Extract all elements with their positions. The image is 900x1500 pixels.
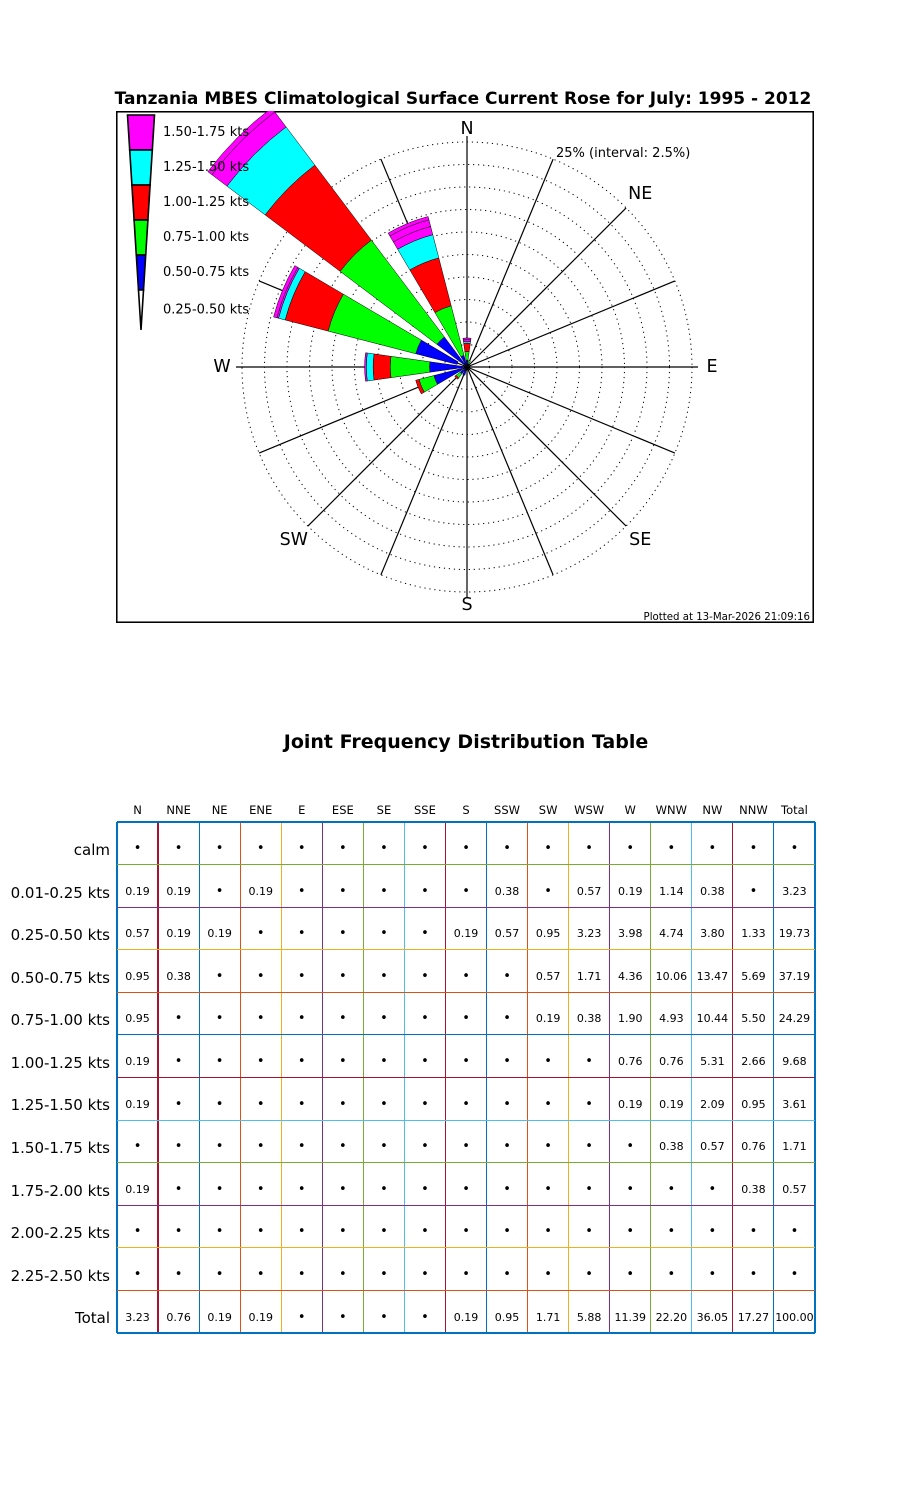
legend-label: 1.00-1.25 kts bbox=[163, 195, 250, 210]
table-cell: • bbox=[708, 1266, 717, 1282]
table-cell: • bbox=[256, 926, 265, 942]
table-cell: 0.19 bbox=[125, 1055, 150, 1068]
table-cell: • bbox=[503, 1139, 511, 1155]
table-cell: • bbox=[380, 1181, 388, 1197]
table-cell: • bbox=[380, 1011, 388, 1027]
table-cell: 5.50 bbox=[741, 1012, 766, 1026]
table-cell: 0.38 bbox=[494, 884, 520, 898]
column-header-SE: SE bbox=[376, 803, 392, 817]
table-cell: 0.19 bbox=[166, 884, 191, 898]
ring-scale-label: 25% (interval: 2.5%) bbox=[556, 146, 691, 161]
table-cell: • bbox=[749, 841, 758, 856]
table-cell: • bbox=[339, 1309, 347, 1325]
table-cell: 1.71 bbox=[576, 969, 602, 983]
grid-line-h bbox=[117, 949, 815, 950]
table-cell: • bbox=[380, 883, 388, 899]
table-cell: • bbox=[544, 1266, 552, 1282]
grid-line-h bbox=[117, 1332, 815, 1334]
table-cell: • bbox=[421, 1096, 429, 1112]
column-header-S: S bbox=[462, 803, 470, 817]
table-cell: • bbox=[585, 841, 593, 856]
column-header-W: W bbox=[624, 803, 636, 817]
table-cell: • bbox=[297, 1309, 306, 1325]
row-label: 2.25-2.50 kts bbox=[10, 1266, 110, 1285]
column-header-NNE: NNE bbox=[166, 803, 191, 817]
table-cell: • bbox=[215, 1181, 224, 1197]
column-header-SSW: SSW bbox=[494, 803, 521, 817]
table-cell: • bbox=[585, 1181, 593, 1197]
grid-line-h bbox=[117, 992, 815, 993]
table-cell: • bbox=[380, 841, 388, 856]
table-cell: • bbox=[749, 1266, 758, 1282]
table-cell: • bbox=[585, 1266, 593, 1282]
table-cell: 37.19 bbox=[778, 969, 811, 983]
table-cell: 0.38 bbox=[741, 1182, 766, 1196]
table-cell: • bbox=[380, 1096, 388, 1112]
table-cell: • bbox=[339, 1139, 347, 1155]
table-cell: • bbox=[503, 1096, 511, 1112]
table-cell: • bbox=[667, 841, 676, 856]
table-cell: 0.95 bbox=[494, 1310, 520, 1324]
table-cell: • bbox=[626, 1139, 635, 1155]
table-cell: • bbox=[421, 1309, 429, 1325]
table-cell: • bbox=[585, 1224, 593, 1240]
legend-label: 0.75-1.00 kts bbox=[163, 230, 250, 245]
table-title: Joint Frequency Distribution Table bbox=[283, 731, 649, 753]
row-label: 1.00-1.25 kts bbox=[10, 1053, 110, 1072]
table-cell: • bbox=[339, 883, 347, 899]
table-cell: • bbox=[462, 968, 470, 984]
table-cell: • bbox=[297, 1054, 306, 1069]
column-header-ENE: ENE bbox=[249, 803, 273, 817]
column-header-SSE: SSE bbox=[414, 803, 436, 817]
table-cell: • bbox=[256, 968, 265, 984]
table-cell: • bbox=[339, 1096, 347, 1112]
table-cell: • bbox=[297, 883, 306, 899]
table-cell: • bbox=[256, 1139, 265, 1155]
grid-line-h bbox=[117, 1034, 815, 1035]
table-cell: • bbox=[297, 1139, 306, 1155]
table-cell: • bbox=[790, 841, 799, 856]
table-cell: 0.19 bbox=[125, 1182, 150, 1196]
table-cell: • bbox=[380, 968, 388, 984]
grid-line-h bbox=[117, 821, 815, 823]
table-cell: 0.38 bbox=[700, 884, 725, 898]
table-cell: • bbox=[626, 1181, 635, 1197]
table-cell: • bbox=[544, 1096, 552, 1112]
table-cell: • bbox=[297, 926, 306, 942]
rose-chart-title: Tanzania MBES Climatological Surface Current Rose for July: 1995 - 2012 bbox=[114, 89, 812, 109]
table-cell: • bbox=[708, 1181, 717, 1197]
table-cell: 0.57 bbox=[125, 927, 150, 941]
table-cell: • bbox=[256, 1011, 265, 1027]
table-cell: • bbox=[790, 1224, 799, 1240]
table-cell: • bbox=[339, 968, 347, 984]
grid-line-h bbox=[117, 907, 815, 908]
table-cell: 4.36 bbox=[617, 969, 643, 983]
table-cell: 0.38 bbox=[576, 1012, 602, 1026]
table-cell: • bbox=[544, 1054, 552, 1069]
table-cell: • bbox=[626, 1266, 635, 1282]
table-cell: • bbox=[215, 1011, 224, 1027]
table-cell: • bbox=[585, 1096, 593, 1112]
table-cell: 17.27 bbox=[737, 1310, 770, 1324]
table-cell: • bbox=[503, 1011, 511, 1027]
table-cell: 5.88 bbox=[576, 1310, 602, 1324]
table-cell: 0.19 bbox=[166, 927, 191, 941]
table-cell: • bbox=[297, 841, 306, 856]
table-cell: 36.05 bbox=[696, 1310, 729, 1324]
column-header-NE: NE bbox=[211, 803, 228, 817]
table-cell: 11.39 bbox=[614, 1310, 646, 1324]
table-cell: • bbox=[790, 1266, 799, 1282]
table-cell: • bbox=[667, 1181, 676, 1197]
table-cell: • bbox=[421, 1011, 429, 1027]
row-label: 1.50-1.75 kts bbox=[10, 1139, 110, 1157]
table-cell: 0.19 bbox=[453, 927, 479, 941]
table-cell: • bbox=[503, 841, 511, 856]
table-cell: • bbox=[462, 883, 470, 899]
table-cell: 9.68 bbox=[782, 1055, 807, 1068]
row-label: 1.75-2.00 kts bbox=[10, 1181, 110, 1200]
table-cell: • bbox=[667, 1224, 676, 1240]
table-cell: • bbox=[380, 1054, 388, 1069]
table-cell: 10.06 bbox=[655, 969, 688, 983]
table-cell: 0.19 bbox=[125, 884, 150, 898]
table-cell: • bbox=[708, 841, 717, 856]
table-cell: 0.19 bbox=[207, 927, 232, 941]
table-cell: 0.19 bbox=[659, 1097, 684, 1111]
table-cell: 0.95 bbox=[535, 927, 561, 941]
table-cell: • bbox=[421, 1266, 429, 1282]
table-cell: 24.29 bbox=[778, 1012, 811, 1026]
table-cell: • bbox=[462, 1266, 470, 1282]
table-cell: 0.19 bbox=[453, 1310, 479, 1324]
table-cell: • bbox=[421, 1139, 429, 1155]
row-label: 0.75-1.00 kts bbox=[10, 1011, 110, 1030]
table-cell: • bbox=[339, 1224, 347, 1240]
table-cell: 5.31 bbox=[700, 1055, 725, 1068]
table-cell: 3.23 bbox=[125, 1310, 150, 1324]
table-cell: 0.76 bbox=[659, 1055, 684, 1068]
compass-label-S: S bbox=[461, 595, 473, 615]
table-cell: • bbox=[544, 841, 552, 856]
table-cell: 1.71 bbox=[782, 1140, 807, 1154]
table-cell: • bbox=[133, 1224, 142, 1240]
table-cell: • bbox=[215, 841, 224, 856]
table-cell: • bbox=[503, 1224, 511, 1240]
table-cell: • bbox=[297, 1181, 306, 1197]
table-cell: 0.38 bbox=[659, 1140, 684, 1154]
table-cell: 0.19 bbox=[617, 884, 643, 898]
table-cell: • bbox=[133, 1266, 142, 1282]
table-cell: 2.09 bbox=[700, 1097, 725, 1111]
table-cell: • bbox=[503, 1266, 511, 1282]
table-cell: • bbox=[297, 1266, 306, 1282]
table-cell: 13.47 bbox=[696, 969, 729, 983]
table-cell: • bbox=[421, 841, 429, 856]
table-cell: 19.73 bbox=[778, 927, 811, 941]
column-header-SW: SW bbox=[538, 803, 558, 817]
table-cell: • bbox=[133, 841, 142, 856]
table-cell: 0.19 bbox=[248, 884, 273, 898]
table-cell: • bbox=[174, 841, 183, 856]
table-cell: 0.95 bbox=[125, 1012, 150, 1026]
table-cell: • bbox=[215, 1224, 224, 1240]
table-cell: 100.00 bbox=[775, 1310, 814, 1324]
column-header-NNW: NNW bbox=[739, 803, 768, 817]
row-label: calm bbox=[73, 840, 110, 859]
table-cell: • bbox=[256, 841, 265, 856]
row-label: Total bbox=[74, 1309, 110, 1328]
table-cell: 0.57 bbox=[576, 884, 602, 898]
table-cell: • bbox=[174, 1054, 183, 1069]
table-cell: • bbox=[215, 883, 224, 899]
table-cell: • bbox=[174, 1266, 183, 1282]
table-cell: • bbox=[339, 1266, 347, 1282]
table-cell: • bbox=[215, 1266, 224, 1282]
table-cell: • bbox=[421, 926, 429, 942]
table-cell: 3.98 bbox=[617, 927, 643, 941]
row-label: 0.50-0.75 kts bbox=[10, 968, 110, 987]
table-cell: • bbox=[544, 1139, 552, 1155]
grid-line-h bbox=[117, 1077, 815, 1078]
table-cell: • bbox=[339, 1054, 347, 1069]
column-header-WNW: WNW bbox=[655, 803, 688, 817]
table-cell: • bbox=[585, 1054, 593, 1069]
table-cell: • bbox=[297, 1224, 306, 1240]
table-cell: 0.95 bbox=[741, 1097, 766, 1111]
table-cell: 3.23 bbox=[782, 884, 807, 898]
table-cell: • bbox=[256, 1096, 265, 1112]
compass-label-NE: NE bbox=[628, 183, 653, 204]
row-label: 0.01-0.25 kts bbox=[10, 883, 110, 902]
table-cell: • bbox=[585, 1139, 593, 1155]
table-cell: • bbox=[708, 1224, 717, 1240]
table-cell: • bbox=[174, 1096, 183, 1112]
compass-label-SE: SE bbox=[629, 530, 652, 551]
grid-line-h bbox=[117, 864, 815, 865]
table-cell: 3.61 bbox=[782, 1097, 807, 1111]
table-cell: • bbox=[256, 1266, 265, 1282]
column-header-N: N bbox=[133, 803, 142, 817]
table-cell: 3.23 bbox=[576, 927, 602, 941]
table-cell: • bbox=[380, 1266, 388, 1282]
table-cell: • bbox=[462, 1181, 470, 1197]
column-header-WSW: WSW bbox=[574, 803, 605, 817]
table-cell: • bbox=[503, 1054, 511, 1069]
table-cell: 0.19 bbox=[207, 1310, 232, 1324]
table-cell: 4.93 bbox=[659, 1012, 684, 1026]
table-cell: • bbox=[462, 841, 470, 856]
legend-label: 0.50-0.75 kts bbox=[163, 265, 250, 280]
table-cell: 0.57 bbox=[494, 927, 520, 941]
table-cell: • bbox=[339, 841, 347, 856]
table-cell: • bbox=[380, 926, 388, 942]
table-cell: • bbox=[174, 1139, 183, 1155]
table-cell: 0.76 bbox=[617, 1055, 643, 1068]
table-cell: • bbox=[544, 1181, 552, 1197]
column-header-Total: Total bbox=[781, 803, 808, 817]
compass-label-W: W bbox=[213, 357, 231, 377]
grid-line-h bbox=[117, 1120, 815, 1121]
table-cell: 0.19 bbox=[535, 1012, 561, 1026]
table-cell: • bbox=[174, 1181, 183, 1197]
table-cell: 0.57 bbox=[535, 969, 561, 983]
table-cell: • bbox=[544, 883, 552, 899]
table-cell: • bbox=[421, 883, 429, 899]
plotted-at-text: Plotted at 13-Mar-2026 21:09:16 bbox=[643, 612, 810, 623]
table-cell: • bbox=[339, 1011, 347, 1027]
compass-label-SW: SW bbox=[279, 530, 309, 551]
table-cell: • bbox=[462, 1096, 470, 1112]
table-cell: • bbox=[215, 1139, 224, 1155]
table-cell: • bbox=[626, 1224, 635, 1240]
table-cell: • bbox=[421, 1181, 429, 1197]
table-cell: 0.95 bbox=[125, 969, 150, 983]
table-cell: • bbox=[380, 1309, 388, 1325]
table-cell: • bbox=[667, 1266, 676, 1282]
table-cell: 4.74 bbox=[659, 927, 684, 941]
table-cell: • bbox=[297, 1011, 306, 1027]
row-label: 2.00-2.25 kts bbox=[10, 1224, 110, 1243]
table-cell: • bbox=[256, 1054, 265, 1069]
table-cell: • bbox=[297, 1096, 306, 1112]
table-cell: • bbox=[339, 1181, 347, 1197]
table-cell: • bbox=[503, 1181, 511, 1197]
table-cell: 0.57 bbox=[700, 1140, 725, 1154]
table-cell: • bbox=[626, 841, 635, 856]
table-cell: • bbox=[133, 1139, 142, 1155]
table-cell: 0.19 bbox=[248, 1310, 273, 1324]
table-cell: 0.57 bbox=[782, 1182, 807, 1196]
table-cell: 2.66 bbox=[741, 1055, 766, 1068]
compass-label-E: E bbox=[706, 357, 718, 377]
table-cell: • bbox=[462, 1054, 470, 1069]
table-cell: • bbox=[749, 1224, 758, 1240]
table-cell: • bbox=[380, 1139, 388, 1155]
table-cell: 1.71 bbox=[535, 1310, 561, 1324]
legend-label: 1.25-1.50 kts bbox=[163, 160, 250, 175]
table-cell: • bbox=[503, 968, 511, 984]
table-cell: • bbox=[749, 883, 758, 899]
table-cell: 3.80 bbox=[700, 927, 725, 941]
table-cell: • bbox=[544, 1224, 552, 1240]
grid-line-h bbox=[117, 1290, 815, 1291]
table-cell: 5.69 bbox=[741, 969, 766, 983]
legend-label: 1.50-1.75 kts bbox=[163, 125, 250, 140]
table-cell: • bbox=[215, 1096, 224, 1112]
table-cell: • bbox=[380, 1224, 388, 1240]
table-cell: 1.90 bbox=[617, 1012, 643, 1026]
table-cell: • bbox=[421, 1224, 429, 1240]
legend-label: 0.25-0.50 kts bbox=[163, 302, 250, 318]
table-cell: 0.38 bbox=[166, 969, 191, 983]
table-cell: • bbox=[215, 1054, 224, 1069]
table-cell: 22.20 bbox=[655, 1310, 688, 1324]
table-cell: • bbox=[421, 968, 429, 984]
grid-line-h bbox=[117, 1162, 815, 1163]
column-header-ESE: ESE bbox=[331, 803, 354, 817]
table-cell: • bbox=[421, 1054, 429, 1069]
table-cell: 1.33 bbox=[741, 927, 766, 941]
table-cell: • bbox=[174, 1224, 183, 1240]
table-cell: • bbox=[339, 926, 347, 942]
table-cell: • bbox=[462, 1011, 470, 1027]
table-cell: 10.44 bbox=[696, 1012, 729, 1026]
grid-line-h bbox=[117, 1205, 815, 1206]
table-cell: • bbox=[174, 1011, 183, 1027]
table-cell: • bbox=[215, 968, 224, 984]
compass-label-N: N bbox=[460, 119, 474, 139]
column-header-E: E bbox=[298, 803, 306, 817]
table-cell: • bbox=[297, 968, 306, 984]
table-cell: • bbox=[256, 1181, 265, 1197]
table-cell: 0.76 bbox=[741, 1140, 766, 1154]
column-header-NW: NW bbox=[702, 803, 723, 817]
table-cell: • bbox=[462, 1224, 470, 1240]
table-cell: 0.19 bbox=[125, 1097, 150, 1111]
table-cell: • bbox=[462, 1139, 470, 1155]
table-cell: 0.19 bbox=[617, 1097, 643, 1111]
table-cell: • bbox=[256, 1224, 265, 1240]
grid-line-h bbox=[117, 1247, 815, 1248]
table-cell: 0.76 bbox=[166, 1310, 191, 1324]
table-cell: 1.14 bbox=[659, 884, 684, 898]
row-label: 1.25-1.50 kts bbox=[10, 1096, 110, 1115]
row-label: 0.25-0.50 kts bbox=[10, 926, 110, 945]
